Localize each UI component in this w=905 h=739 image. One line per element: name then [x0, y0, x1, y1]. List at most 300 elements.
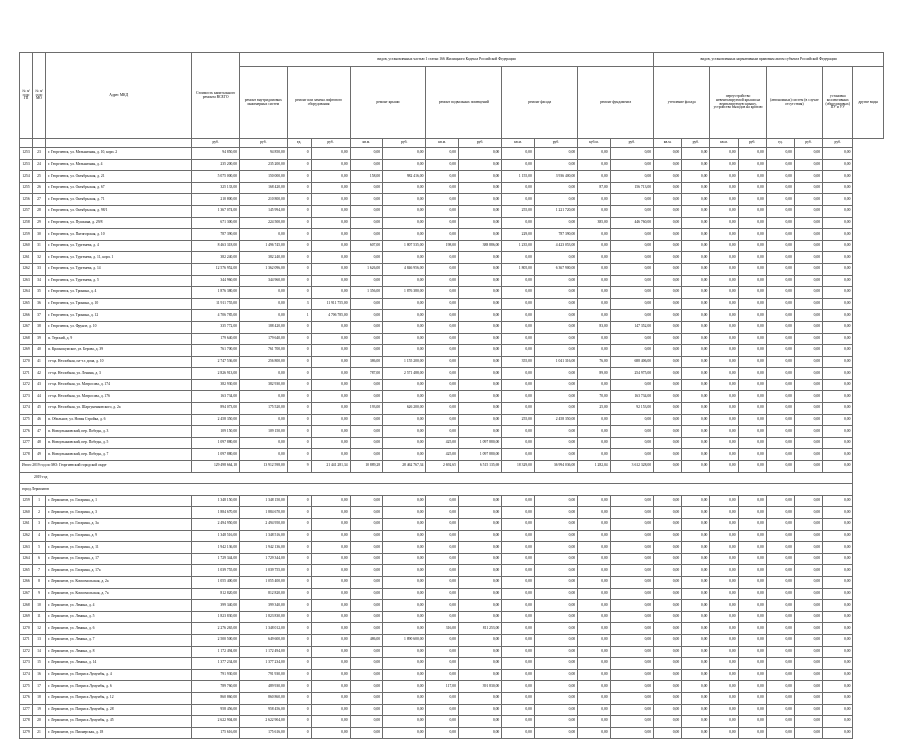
- row-value: 0,00: [738, 669, 766, 681]
- row-value: 0: [287, 495, 311, 507]
- row-value: 0,00: [350, 275, 383, 287]
- row-value: 0,00: [682, 704, 710, 716]
- row-value: 0,00: [534, 275, 577, 287]
- table-row: [20, 310, 884, 322]
- row-value: 175 520,00: [240, 403, 288, 415]
- row-value: 1 942 136,00: [240, 542, 288, 554]
- row-value: 0,00: [610, 704, 653, 716]
- row-num-mo: 19: [33, 704, 46, 716]
- row-value: 0,00: [823, 704, 853, 716]
- table-row: [20, 414, 884, 426]
- row-address: г. Лермонтов, ул. Комсомольская, д. 2а: [46, 576, 192, 588]
- row-value: 0,00: [311, 565, 350, 577]
- row-value: 0: [287, 275, 311, 287]
- row-value: 335 772,00: [192, 321, 240, 333]
- row-value: 0: [287, 368, 311, 380]
- row-value: 0,00: [823, 287, 853, 299]
- row-value: 0,00: [794, 275, 822, 287]
- row-value: 0,00: [426, 379, 459, 391]
- row-num-region: 1276: [20, 692, 33, 704]
- row-value: 0,00: [458, 333, 501, 345]
- row-value: 0,00: [766, 333, 794, 345]
- row-value: 399 340,00: [240, 600, 288, 612]
- table-row: [20, 623, 884, 635]
- row-num-mo: 1: [33, 495, 46, 507]
- row-value: 789 760,00: [192, 681, 240, 693]
- row-value: 0,00: [426, 391, 459, 403]
- table-row: [20, 333, 884, 345]
- row-value: 0,00: [502, 565, 535, 577]
- row-value: 229,00: [502, 229, 535, 241]
- row-value: 0,00: [766, 426, 794, 438]
- row-value: 0,00: [458, 263, 501, 275]
- row-value: 0,00: [710, 148, 738, 160]
- row-value: 12 576 952,00: [192, 263, 240, 275]
- row-value: 0,00: [682, 530, 710, 542]
- row-value: 0,00: [610, 171, 653, 183]
- row-value: 0,00: [350, 148, 383, 160]
- row-value: 382 240,00: [240, 252, 288, 264]
- row-num-mo: 2: [33, 507, 46, 519]
- row-value: 0,00: [738, 565, 766, 577]
- row-value: 1 876 380,00: [383, 287, 426, 299]
- row-value: 0,00: [654, 704, 682, 716]
- row-value: 0,00: [710, 252, 738, 264]
- row-value: 0,00: [458, 403, 501, 415]
- row-value: 0,00: [350, 391, 383, 403]
- row-value: 0,00: [578, 565, 611, 577]
- row-num-region: 1271: [20, 634, 33, 646]
- row-value: 0: [287, 588, 311, 600]
- row-value: 0,00: [766, 449, 794, 461]
- row-value: 0,00: [794, 229, 822, 241]
- row-value: 0,00: [426, 356, 459, 368]
- row-num-region: 1261: [20, 252, 33, 264]
- row-value: 0,00: [458, 426, 501, 438]
- row-value: 0,00: [654, 634, 682, 646]
- row-value: 0,00: [534, 623, 577, 635]
- row-value: 256 800,00: [240, 356, 288, 368]
- row-value: 0,00: [794, 634, 822, 646]
- row-value: 0,00: [458, 171, 501, 183]
- row-value: 0,00: [766, 437, 794, 449]
- row-value: 0,00: [426, 275, 459, 287]
- row-num-mo: 32: [33, 252, 46, 264]
- row-value: 0,00: [383, 217, 426, 229]
- row-value: 0,00: [502, 449, 535, 461]
- row-value: 0,00: [738, 658, 766, 670]
- row-value: 0,00: [682, 669, 710, 681]
- row-value: 117,00: [426, 681, 459, 693]
- unit-cell: кв.м.: [426, 139, 459, 148]
- row-value: 1 221 720,00: [534, 205, 577, 217]
- row-value: 0,00: [458, 391, 501, 403]
- row-value: 0,00: [766, 588, 794, 600]
- total-value: 10 889,28: [350, 461, 383, 473]
- row-value: 0,00: [610, 229, 653, 241]
- row-value: 0: [287, 646, 311, 658]
- row-value: 0,00: [458, 646, 501, 658]
- row-value: 0: [287, 553, 311, 565]
- row-value: 0,00: [738, 495, 766, 507]
- row-value: 0,00: [458, 576, 501, 588]
- table-row: [20, 681, 884, 693]
- row-value: 11 911 755,00: [311, 298, 350, 310]
- row-address: г. Георгиевск, ул. Тургенева, д. 5: [46, 275, 192, 287]
- row-value: 0,00: [766, 205, 794, 217]
- row-value: 761 700,00: [240, 345, 288, 357]
- row-value: 0,00: [610, 252, 653, 264]
- row-value: 0: [287, 727, 311, 739]
- year-label: 2019 год: [20, 472, 853, 484]
- row-value: 0,00: [738, 426, 766, 438]
- row-value: 0,00: [502, 542, 535, 554]
- table-row: [20, 391, 884, 403]
- row-value: 0,00: [654, 240, 682, 252]
- row-value: 0,00: [311, 542, 350, 554]
- row-value: 0,00: [383, 646, 426, 658]
- row-value: 0,00: [534, 716, 577, 728]
- row-value: 0,00: [794, 356, 822, 368]
- row-value: 0,00: [766, 704, 794, 716]
- row-value: 1 055 400,00: [240, 576, 288, 588]
- row-value: 0,00: [823, 530, 853, 542]
- unit-cell: руб.: [311, 139, 350, 148]
- row-value: 0,00: [578, 333, 611, 345]
- row-value: 0,00: [654, 426, 682, 438]
- row-value: 0: [287, 449, 311, 461]
- row-value: 0,00: [766, 391, 794, 403]
- row-value: 0,00: [710, 333, 738, 345]
- row-value: 0,00: [710, 681, 738, 693]
- row-value: 2 826 913,00: [192, 368, 240, 380]
- row-value: 0,00: [710, 356, 738, 368]
- row-value: 0,00: [766, 182, 794, 194]
- row-value: 0,00: [823, 240, 853, 252]
- row-value: 0,00: [311, 148, 350, 160]
- row-value: 0,00: [534, 600, 577, 612]
- row-value: 1 235,00: [502, 240, 535, 252]
- row-value: 0,00: [738, 553, 766, 565]
- row-value: 0,00: [766, 495, 794, 507]
- row-value: 0,00: [350, 229, 383, 241]
- row-value: 0,00: [766, 298, 794, 310]
- row-value: 0,00: [710, 600, 738, 612]
- row-value: 0,00: [738, 194, 766, 206]
- row-value: 0,00: [502, 658, 535, 670]
- row-value: 235 200,00: [240, 159, 288, 171]
- row-value: 0,00: [654, 310, 682, 322]
- row-value: 0,00: [350, 646, 383, 658]
- row-value: 0,00: [766, 646, 794, 658]
- row-value: 0,00: [426, 576, 459, 588]
- row-value: 0,00: [710, 205, 738, 217]
- row-value: 1 172 494,00: [192, 646, 240, 658]
- row-value: 0,00: [350, 542, 383, 554]
- row-value: 0,00: [710, 217, 738, 229]
- row-value: 0,00: [578, 298, 611, 310]
- row-value: 0,00: [426, 495, 459, 507]
- row-value: 0,00: [350, 182, 383, 194]
- row-value: 0,00: [578, 588, 611, 600]
- row-value: 0: [287, 345, 311, 357]
- row-value: 0,00: [534, 588, 577, 600]
- row-value: 0,00: [654, 194, 682, 206]
- row-value: 109 150,00: [240, 426, 288, 438]
- col-num-region: № п/п по ГП: [20, 53, 33, 139]
- row-value: 0: [287, 426, 311, 438]
- row-value: 0,00: [654, 345, 682, 357]
- row-value: 0,00: [682, 287, 710, 299]
- row-value: 0,00: [534, 345, 577, 357]
- row-value: 0,00: [682, 658, 710, 670]
- table-row: [20, 379, 884, 391]
- row-value: 0,00: [426, 333, 459, 345]
- row-value: 0,00: [738, 240, 766, 252]
- row-value: 0,00: [654, 542, 682, 554]
- row-value: 0,00: [794, 310, 822, 322]
- row-value: 0,00: [682, 356, 710, 368]
- total-value: 0,00: [766, 461, 794, 473]
- row-value: 0,00: [311, 345, 350, 357]
- row-value: 0,00: [534, 449, 577, 461]
- row-value: 0,00: [823, 507, 853, 519]
- row-value: 0,00: [426, 345, 459, 357]
- row-value: 0,00: [654, 530, 682, 542]
- row-value: 0,00: [682, 240, 710, 252]
- row-value: 787 390,00: [192, 229, 240, 241]
- row-value: 0: [287, 716, 311, 728]
- row-value: 6 367 900,00: [534, 263, 577, 275]
- col-num-mo: № п/п по МО: [33, 53, 46, 139]
- row-value: 0,00: [682, 333, 710, 345]
- row-value: 0,00: [502, 403, 535, 415]
- row-value: 0,00: [654, 437, 682, 449]
- row-num-mo: 8: [33, 576, 46, 588]
- row-value: 382 930,00: [192, 379, 240, 391]
- row-value: 1 097 880,00: [192, 437, 240, 449]
- row-value: 0,00: [738, 623, 766, 635]
- table-row: [20, 403, 884, 415]
- row-value: 0,00: [823, 205, 853, 217]
- row-value: 0,00: [502, 519, 535, 531]
- row-value: 382 240,00: [192, 252, 240, 264]
- row-value: 0,00: [823, 437, 853, 449]
- row-value: 446 760,00: [610, 217, 653, 229]
- row-value: 0,00: [610, 519, 653, 531]
- row-value: 94 850,00: [192, 148, 240, 160]
- row-value: 0,00: [383, 391, 426, 403]
- total-value: 1 282,04: [578, 461, 611, 473]
- row-value: 0: [287, 530, 311, 542]
- row-value: 0,00: [458, 716, 501, 728]
- row-value: 4 423 053,00: [534, 240, 577, 252]
- row-value: 0,00: [383, 576, 426, 588]
- row-value: 0,00: [654, 449, 682, 461]
- row-address: г. Лермонтов, ул. Гагарина, д. 11: [46, 542, 192, 554]
- row-value: 0,00: [654, 379, 682, 391]
- row-value: 2 494 950,00: [240, 519, 288, 531]
- row-value: 0,00: [534, 704, 577, 716]
- row-value: 0,00: [610, 634, 653, 646]
- row-value: 0,00: [794, 519, 822, 531]
- row-value: 0,00: [502, 600, 535, 612]
- row-value: 0: [287, 205, 311, 217]
- row-value: 0,00: [738, 205, 766, 217]
- row-value: 1 890 600,00: [383, 634, 426, 646]
- row-value: 0,00: [383, 530, 426, 542]
- row-value: 0,00: [766, 345, 794, 357]
- row-address: г. Георгиевск, ул. Тронина, д. 12: [46, 310, 192, 322]
- row-value: 0,00: [738, 530, 766, 542]
- row-value: 0,00: [578, 658, 611, 670]
- row-value: 0,00: [738, 576, 766, 588]
- row-address: г. Лермонтов, ул. Ленина, д. 8: [46, 646, 192, 658]
- row-value: 0,00: [823, 669, 853, 681]
- row-value: 0,00: [311, 287, 350, 299]
- row-value: 0,00: [710, 692, 738, 704]
- row-value: 0,00: [426, 148, 459, 160]
- row-value: 0,00: [426, 310, 459, 322]
- row-value: 0,00: [610, 658, 653, 670]
- table-row: [20, 205, 884, 217]
- row-value: 0,00: [654, 576, 682, 588]
- row-address: г. Лермонтов, ул. Комсомольская, д. 7а: [46, 588, 192, 600]
- row-num-region: 1260: [20, 507, 33, 519]
- row-value: 0,00: [383, 310, 426, 322]
- row-value: 0,00: [710, 704, 738, 716]
- row-value: 0,00: [738, 600, 766, 612]
- table-row: [20, 727, 884, 739]
- row-value: 0,00: [534, 252, 577, 264]
- total-value: 2 692,65: [426, 461, 459, 473]
- row-value: 787,00: [350, 368, 383, 380]
- row-num-mo: 6: [33, 553, 46, 565]
- row-address: ст-ца. Незлобная, ул. Матросова, д. 176: [46, 391, 192, 403]
- row-value: 0,00: [534, 298, 577, 310]
- row-value: 0: [287, 437, 311, 449]
- row-value: 145 994,00: [240, 205, 288, 217]
- table-row: [20, 148, 884, 160]
- row-value: 0,00: [350, 194, 383, 206]
- row-value: 0,00: [766, 600, 794, 612]
- row-num-region: 1275: [20, 414, 33, 426]
- row-value: 0,00: [610, 681, 653, 693]
- row-value: 0,00: [458, 727, 501, 739]
- row-value: 0: [287, 194, 311, 206]
- row-value: 0,00: [823, 588, 853, 600]
- row-value: 344 960,00: [192, 275, 240, 287]
- unit-cell: ед.: [287, 139, 311, 148]
- row-value: 0,00: [426, 287, 459, 299]
- row-value: 0,00: [311, 171, 350, 183]
- row-value: 0,00: [311, 704, 350, 716]
- row-value: 94 850,00: [240, 148, 288, 160]
- row-value: 0,00: [710, 194, 738, 206]
- row-value: 0,00: [534, 495, 577, 507]
- row-value: 0,00: [534, 379, 577, 391]
- row-address: г. Лермонтов, ул. Ленина, д. 6: [46, 623, 192, 635]
- row-value: 791 930,00: [240, 669, 288, 681]
- row-value: 0,00: [383, 681, 426, 693]
- table-row: [20, 321, 884, 333]
- row-value: 83,00: [578, 321, 611, 333]
- row-value: 2 500 500,00: [192, 634, 240, 646]
- row-value: 0: [287, 704, 311, 716]
- row-value: 0,00: [578, 205, 611, 217]
- row-value: 0,00: [823, 391, 853, 403]
- row-value: 0,00: [502, 681, 535, 693]
- row-num-region: 1254: [20, 171, 33, 183]
- row-num-region: 1264: [20, 287, 33, 299]
- table-row: [20, 356, 884, 368]
- row-value: 0,00: [502, 553, 535, 565]
- unit-cell: куб.м.: [578, 139, 611, 148]
- row-value: 168 420,00: [240, 182, 288, 194]
- row-num-mo: 39: [33, 333, 46, 345]
- row-value: 0,00: [738, 321, 766, 333]
- row-value: 0,00: [823, 576, 853, 588]
- row-value: 0,00: [534, 553, 577, 565]
- row-num-region: 1277: [20, 704, 33, 716]
- total-label: Итого 2019 год по МО: Георгиевский городской округ: [20, 461, 192, 473]
- row-value: 0,00: [458, 310, 501, 322]
- row-value: 0,00: [534, 287, 577, 299]
- row-value: 0,00: [710, 379, 738, 391]
- row-value: 0,00: [610, 310, 653, 322]
- total-value: 21 441 281,34: [311, 461, 350, 473]
- row-value: 0,00: [534, 530, 577, 542]
- row-address: п. Краснокумское, ул. Берова, д. 39: [46, 345, 192, 357]
- row-value: 0,00: [578, 611, 611, 623]
- row-num-mo: 34: [33, 275, 46, 287]
- row-value: 0,00: [383, 426, 426, 438]
- total-value: 0,00: [682, 461, 710, 473]
- row-value: 0,00: [682, 298, 710, 310]
- row-value: 958 456,00: [240, 704, 288, 716]
- row-value: 388 886,00: [458, 240, 501, 252]
- unit-cell: кв.м.: [654, 139, 682, 148]
- row-value: 1 097 880,00: [458, 449, 501, 461]
- row-value: 0,00: [458, 287, 501, 299]
- row-value: 0,00: [766, 310, 794, 322]
- row-value: 0,00: [426, 704, 459, 716]
- row-value: 860 860,00: [240, 692, 288, 704]
- row-value: 0,00: [738, 379, 766, 391]
- row-value: 0,00: [426, 611, 459, 623]
- row-value: 0,00: [823, 634, 853, 646]
- row-value: 0,00: [350, 159, 383, 171]
- row-num-region: 1277: [20, 437, 33, 449]
- row-value: 0,00: [383, 333, 426, 345]
- row-value: 0,00: [350, 449, 383, 461]
- table-row: [20, 449, 884, 461]
- row-value: 0,00: [654, 182, 682, 194]
- row-value: 0,00: [738, 356, 766, 368]
- row-value: 0,00: [654, 623, 682, 635]
- row-num-region: 1269: [20, 345, 33, 357]
- row-value: 0,00: [458, 600, 501, 612]
- row-value: 156 713,00: [610, 182, 653, 194]
- row-value: 0: [287, 542, 311, 554]
- row-value: 0,00: [823, 321, 853, 333]
- table-row: [20, 252, 884, 264]
- row-value: 0,00: [710, 519, 738, 531]
- row-value: 0,00: [654, 611, 682, 623]
- table-row: [20, 692, 884, 704]
- row-value: 0,00: [426, 403, 459, 415]
- row-value: 0,00: [682, 507, 710, 519]
